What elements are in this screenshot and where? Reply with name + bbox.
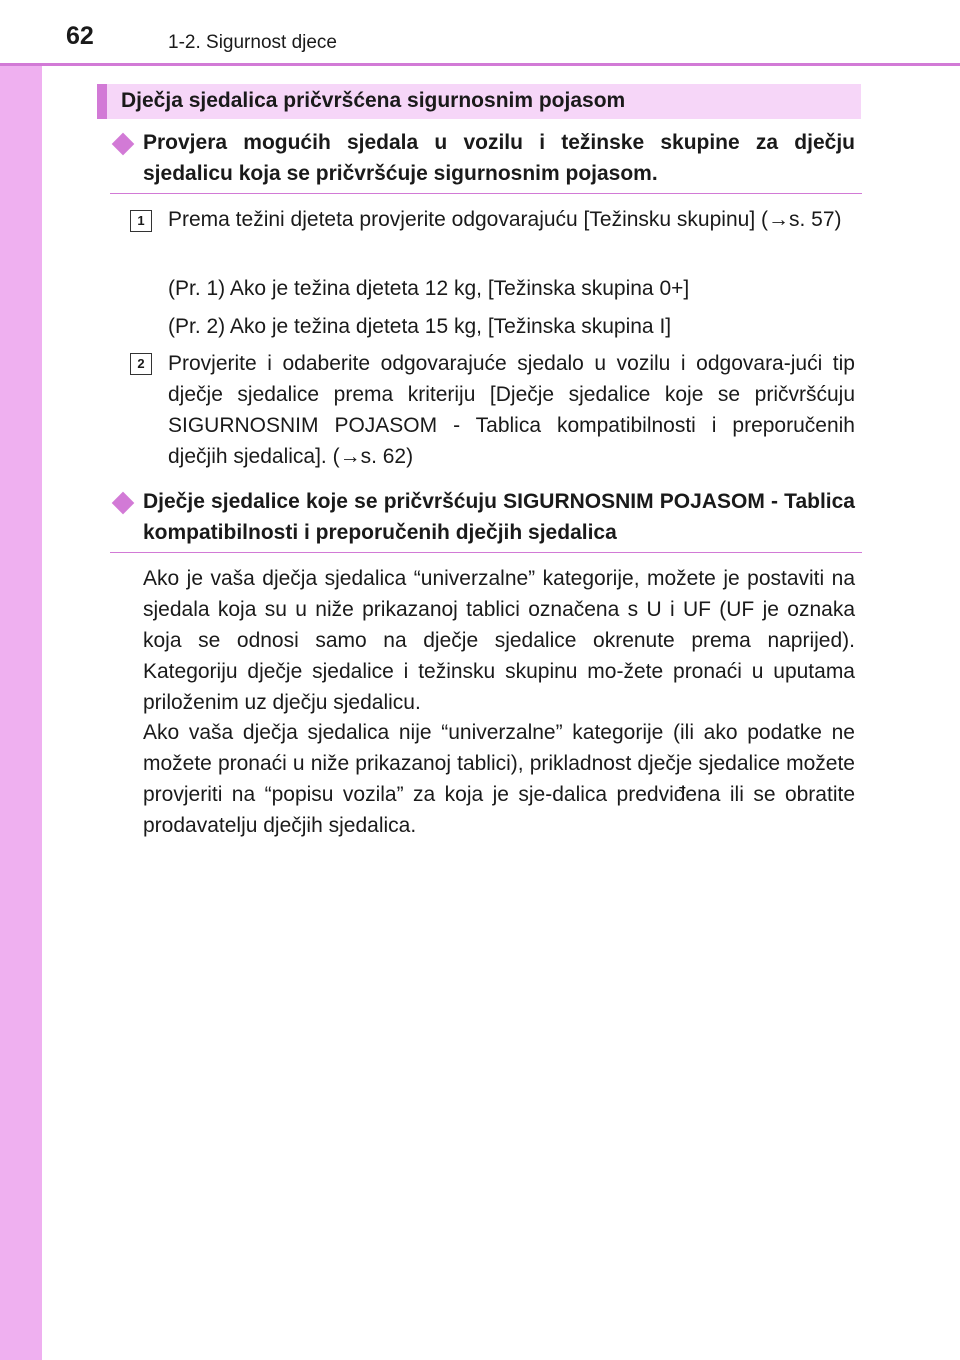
subheading: Dječje sjedalice koje se pričvršćuju SIGURNOSNIM POJASOM - Tablica kompatibilnosti i preporučenih dječjih sjedalica — [143, 490, 855, 544]
diamond-bullet-icon — [112, 133, 135, 156]
step-number-badge: 2 — [130, 353, 152, 375]
header-rule — [0, 63, 960, 66]
step-number-badge: 1 — [130, 210, 152, 232]
section-title-bar — [97, 84, 861, 119]
side-tab-strip — [0, 0, 42, 1360]
step-example: (Pr. 1) Ako je težina djeteta 12 kg, [Težinska skupina 0+] — [168, 277, 690, 300]
diamond-bullet-icon — [112, 492, 135, 515]
step-example: (Pr. 2) Ako je težina djeteta 15 kg, [Težinska skupina I] — [168, 315, 672, 338]
subheading-rule — [110, 193, 862, 194]
subheading: Provjera mogućih sjedala u vozilu i težinske skupine za dječju sjedalicu koja se pričvršćuje sigurnosnim pojasom. — [143, 131, 855, 185]
subheading-rule — [110, 552, 862, 553]
page-number: 62 — [66, 22, 94, 50]
body-paragraph: Ako vaša dječja sjedalica nije “univerzalne” kategorije (ili ako podatke ne možete pronaći u niže prikazanoj tablici), prikladnost dječje sjedalice možete provjeriti na “popisu vozila” za koja je sje-dalica predviđena ili se obratite prodavatelju dječjih sjedalica. — [143, 721, 855, 837]
section-title: Dječja sjedalica pričvršćena sigurnosnim pojasom — [121, 89, 626, 112]
step-text: Prema težini djeteta provjerite odgovarajuću [Težinsku skupinu] (→s. 57) — [168, 208, 842, 231]
step-text: Provjerite i odaberite odgovarajuće sjedalo u vozilu i odgovara-jući tip dječje sjedalice prema kriteriju [Dječje sjedalice koje se pričvršćuju SIGURNOSNIM POJASOM - Tablica kompatibilnosti i preporučenih dječjih sjedalica]. (→s. 62) — [168, 352, 855, 468]
page-header — [0, 0, 960, 64]
running-head: 1-2. Sigurnost djece — [168, 32, 337, 53]
body-paragraph: Ako je vaša dječja sjedalica “univerzalne” kategorije, možete je postaviti na sjedala koja su u niže prikazanoj tablici označena s U i UF (UF je oznaka koja se odnosi samo na dječje sjedalice okrenute prema naprijed). Kategoriju dječje sjedalice i težinsku skupinu mo-žete pronaći u uputama priloženim uz dječju sjedalicu. — [143, 567, 855, 714]
